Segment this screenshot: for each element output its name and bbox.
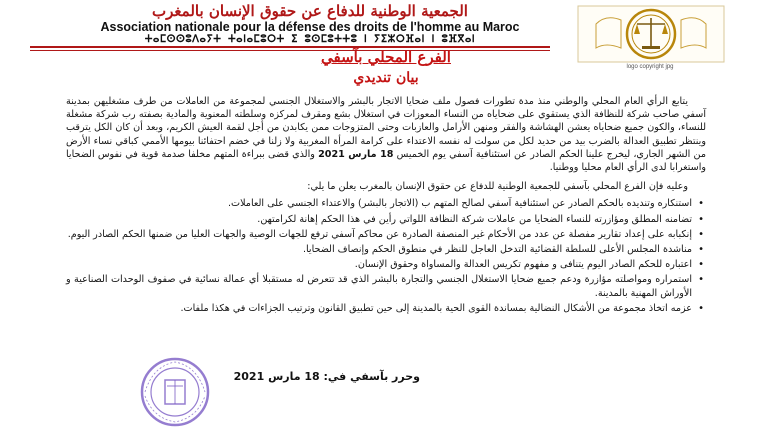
list-item — [66, 258, 706, 271]
bullet-icon: • — [698, 198, 704, 210]
list-item-text: مناشدة المجلس الأعلى للسلطة القضائية التدخل العاجل للنظر في منطوق الحكم وإنصاف الضحايا. — [302, 244, 692, 256]
branch-heading-text: الفرع المحلي بآسفي — [321, 48, 451, 66]
signoff-date: 18 مارس 2021 — [233, 370, 320, 383]
intro-date: 18 مارس 2021 — [318, 148, 394, 160]
org-name-arabic: الجمعية الوطنية للدفاع عن حقوق الإنسان بالمغرب — [152, 2, 468, 20]
bullet-icon: • — [698, 213, 704, 225]
list-item — [66, 302, 706, 315]
logo-caption: logo copyright jpg — [626, 64, 674, 70]
declaration-lead: وعليه فإن الفرع المحلي بآسفي للجمعية الوطنية للدفاع عن حقوق الإنسان بالمغرب يعلن ما يلي: — [307, 181, 688, 193]
list-item — [66, 273, 706, 299]
org-name-tifinagh: ⵜⴰⵎⵙⵙⵓⴷⴰⵢⵜ ⵜⴰⵏⴰⵎⵓⵔⵜ ⵉ ⵓⵙⵎⵓⵜⵜⵓ ⵏ ⵢⵉⵣⵔⴼⴰⵏ ⵏ ⵓⴼⴳⴰⵏ — [144, 34, 476, 45]
bullet-icon: • — [698, 228, 704, 240]
bullet-icon: • — [698, 274, 704, 286]
list-item — [66, 228, 706, 241]
list-item-text: عزمه اتخاذ مجموعة من الأشكال النضالية بمساندة القوى الحية بالمدينة إلى حين تطبيق القانون وترتيب الجزاءات في هكذا ملفات. — [180, 302, 692, 314]
list-item-text: تضامنه المطلق ومؤازرته للنساء الضحايا من عاملات شركة النظافة اللواتي رأين في هذا الحكم إهانة لكرامتهن. — [257, 213, 692, 225]
list-item-text: استمراره ومواصلته مؤازرة ودعم جميع ضحايا الاستغلال الجنسي والتجارة بالبشر الذي قد تتعرض له مستقبلا أي عمالة نسائية في صفوف الوحدات الصناعية و الأوراش المهنية بالمدينة. — [66, 274, 692, 299]
official-stamp-icon — [133, 356, 217, 428]
letterhead — [30, 0, 590, 46]
list-item — [66, 197, 706, 210]
list-item-text: إنكبابه على إعداد تقارير مفصلة عن عدد من الأحكام غير المنصفة الصادرة عن محاكم آسفي ترفع للجهات الوصية والجهات العليا من ضمنها الحكم الصادر اليوم. — [67, 228, 692, 240]
intro-text: يتابع الرأي العام المحلي والوطني منذ مدة تطورات فصول ملف ضحايا الاتجار بالبشر والاستغلال الجنسي لمجموعة من العاملات من طرف مشغليهن بمدينة آسفي صاحب شركة للنظافة الذي يستقوي على ضحاياه من النساء المعوزات في استغلال بشع ومقرف لمركزه وسلطته المعنوية والمادية بصفته رب شركة مشغلة للنساء، والكون جميع ضحاياه يعشن الهشاشة والفقر ومنهن الأرامل والعازبات وحتى المتزوجات ممن يكابدن من أجل لقمة العيش الكريم، وبعد أن كان الكل يترقب وينتظر تطبيق العدالة بالضرب بيد من حديد لكل من سولت له نفسه الاعتداء على كرامة المرأة المغربية ولا زلنا في خضم احتفائنا بيومها الأممي كباقي نساء الأرض من الشهر الجاري، ليخرج علينا الحكم الصادر عن استئنافية آسفي يوم الخميس — [66, 96, 706, 160]
list-item-text: استنكاره وتنديده بالحكم الصادر عن استئنافية آسفي لصالح المتهم ب (الاتجار بالبشر) والاعتداء الجنسي على العاملات. — [228, 198, 692, 210]
bullet-icon: • — [698, 244, 704, 256]
org-name-french: Association nationale pour la défense des droits de l'homme au Maroc — [100, 20, 520, 34]
list-item — [66, 213, 706, 226]
branch-heading — [0, 48, 772, 66]
declaration-list — [66, 197, 706, 315]
statement-body — [66, 95, 706, 317]
list-item — [66, 243, 706, 256]
bullet-icon: • — [698, 302, 704, 314]
list-item-text: اعتباره للحكم الصادر اليوم يتنافى و مفهوم تكريس العدالة والمساواة وحقوق الإنسان. — [354, 259, 692, 271]
signoff-line — [190, 370, 420, 383]
bullet-icon: • — [698, 259, 704, 271]
document-title: بيان تنديدي — [353, 70, 419, 86]
intro-text-end: والذي قضى ببراءة المتهم مخلفا صدمة قوية في نفوس الضحايا واستغرابا لدى الرأي العام محليا ووطنيا. — [66, 148, 706, 174]
intro-paragraph — [66, 95, 706, 174]
signoff-prefix: وحرر بآسفي في: — [323, 370, 420, 383]
